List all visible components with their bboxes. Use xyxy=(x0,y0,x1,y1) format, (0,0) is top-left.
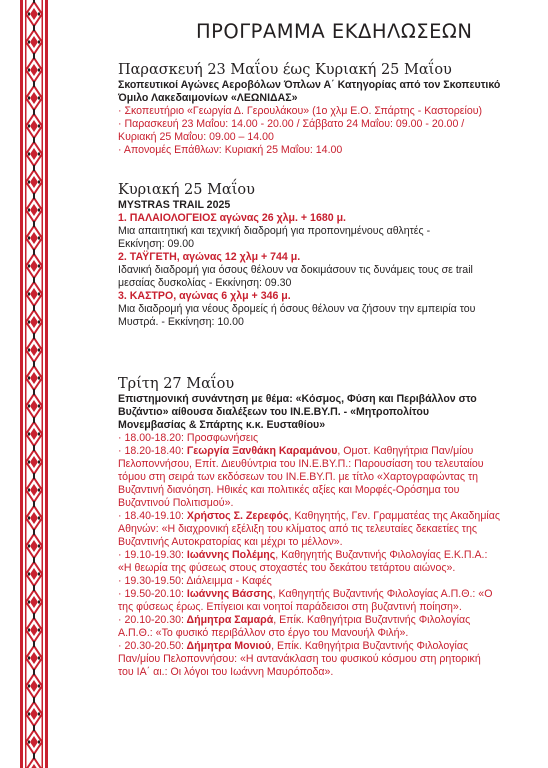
detail-line: · Σκοπευτήριο «Γεωργία Δ. Γερουλάκου» (1ο χλμ Ε.Ο. Σπάρτης - Καστορείου) xyxy=(118,105,483,117)
item-time: · 20.10-20.30: xyxy=(118,614,184,626)
item-text: , Καθηγητής, Γεν. Γραμματέας της Ακαδημίας xyxy=(288,510,501,522)
program-item xyxy=(118,432,538,445)
item-time: · 18.00-18.20: xyxy=(118,432,184,444)
item-text: «Η θεωρία της φύσεως στους στοχαστές του δεκάτου τετάρτου αιώνος». xyxy=(118,562,456,574)
item-text: , Επίκ. Καθηγήτρια Βυζαντινής Φιλολογίας xyxy=(273,614,471,626)
item-text: Πελοποννήσου, Επίτ. Διευθύντρια του ΙΝ.Ε.ΒΥ.Π.: Παρουσίαση του τελευταίου xyxy=(118,458,484,470)
item-text: Παν/μίου Πελοποννήσου: «Η αντανάκλαση του φυσικού κόσμου στη ρητορική xyxy=(118,653,481,665)
section-conference xyxy=(118,376,538,679)
item-text: , Καθηγητής Βυζαντινής Φιλολογίας Ε.Κ.Π.Α.: xyxy=(275,549,488,561)
program-item xyxy=(118,588,538,601)
speaker-name: Δήμητρα Μονιού xyxy=(183,640,272,652)
item-text: , Ομοτ. Καθηγήτρια Παν/μίου xyxy=(337,445,474,457)
section-shooting xyxy=(118,62,538,157)
section-trail xyxy=(118,182,538,329)
detail-line: · Παρασκευή 23 Μαΐου: 14.00 - 20.00 / Σάββατο 24 Μαΐου: 09.00 - 20.00 / xyxy=(118,118,465,130)
speaker-name: Γεωργία Ξανθάκη Καραμάνου xyxy=(183,445,338,457)
section-heading-line: Μονεμβασίας & Σπάρτης κ.κ. Ευσταθίου» xyxy=(118,419,326,431)
section-day: Κυριακή 25 Μαΐου xyxy=(118,182,255,198)
detail-line: · Απονομές Επάθλων: Κυριακή 25 Μαΐου: 14.00 xyxy=(118,144,343,156)
item-text: της φύσεως έρως. Επίγειοι και νοητοί παράδεισοι στη βυζαντινή ποίηση». xyxy=(118,601,462,613)
program-item xyxy=(118,510,538,523)
item-text: Αθηνών: «Η διαχρονική εξέλιξη του κλίματος από τις τελευταίες δεκαετίες της xyxy=(118,523,477,535)
item-time: · 20.30-20.50: xyxy=(118,640,184,652)
section-heading-line: Σκοπευτικοί Αγώνες Αεροβόλων Όπλων Α΄ Κατηγορίας από τον Σκοπευτικό xyxy=(118,79,501,91)
item-time: · 19.50-20.10: xyxy=(118,588,184,600)
item-text: , Επίκ. Καθηγήτρια Βυζαντινής Φιλολογίας xyxy=(271,640,469,652)
item-time: · 18.40-19.10: xyxy=(118,510,184,522)
program-item xyxy=(118,640,538,653)
detail-line: Κυριακή 25 Μαΐου: 09.00 – 14.00 xyxy=(118,131,274,143)
race-title: 2. ΤΑΫΓΕΤΗ, αγώνας 12 χλμ + 744 μ. xyxy=(118,251,301,263)
program-item xyxy=(118,575,538,588)
section-heading-line: Επιστημονική συνάντηση με θέμα: «Κόσμος, Φύση και Περιβάλλον στο xyxy=(118,393,477,405)
race-title: 1. ΠΑΛΑΙΟΛΟΓΕΙΟΣ αγώνας 26 χλμ. + 1680 μ. xyxy=(118,212,346,224)
program-item xyxy=(118,614,538,627)
item-text: , Καθηγητής Βυζαντινής Φιλολογίας Α.Π.Θ.: «Ο xyxy=(272,588,493,600)
section-heading-line: Όμιλο Λακεδαιμονίων «ΛΕΩΝΙΔΑΣ» xyxy=(118,92,298,104)
page-title: ΠΡΟΓΡΑΜΜΑ ΕΚΔΗΛΩΣΕΩΝ xyxy=(196,20,473,43)
item-text: Βυζαντινού Πολιτισμού». xyxy=(118,497,234,509)
item-time: · 19.10-19.30: xyxy=(118,549,184,561)
item-text: Διάλειμμα - Καφές xyxy=(183,575,272,587)
race-description: μεσαίας δυσκολίας - Εκκίνηση: 09.30 xyxy=(118,277,292,289)
race-description: Ιδανική διαδρομή για όσους θέλουν να δοκιμάσουν τις δυνάμεις τους σε trail xyxy=(118,264,473,276)
item-text: Α.Π.Θ.: «Το φυσικό περιβάλλον στο έργο του Μανουήλ Φιλή». xyxy=(118,627,409,639)
program-item xyxy=(118,549,538,562)
section-heading-line: Βυζάντιο» αίθουσα διαλέξεων του ΙΝ.Ε.ΒΥ.Π. - «Μητροπολίτου xyxy=(118,406,429,418)
section-heading-line: MYSTRAS TRAIL 2025 xyxy=(118,199,231,211)
item-time: · 19.30-19.50: xyxy=(118,575,184,587)
race-description: Μυστρά. - Εκκίνηση: 10.00 xyxy=(118,316,244,328)
item-time: · 18.20-18.40: xyxy=(118,445,184,457)
item-text: του ΙΑ΄ αι.: Οι λόγοι του Ιωάννη Μαυρόποδα». xyxy=(118,666,334,678)
section-day: Παρασκευή 23 Μαΐου έως Κυριακή 25 Μαΐου xyxy=(118,62,452,78)
speaker-name: Ιωάννης Βάσσης xyxy=(183,588,273,600)
race-description: Μια απαιτητική και τεχνική διαδρομή για προπονημένους αθλητές - xyxy=(118,225,431,237)
item-text: Προσφωνήσεις xyxy=(183,432,259,444)
program-item xyxy=(118,445,538,458)
item-text: Βυζαντινή διανόηση. Ηθικές και πολιτικές αξίες και Μορφές-Ορόσημα του xyxy=(118,484,460,496)
race-description: Μια διαδρομή για νέους δρομείς ή όσους θέλουν να ζήσουν την εμπειρία του xyxy=(118,303,476,315)
section-day: Τρίτη 27 Μαΐου xyxy=(118,376,235,392)
speaker-name: Χρήστος Σ. Ζερεφός xyxy=(183,510,289,522)
item-text: τόμου στη σειρά των εκδόσεων του ΙΝ.Ε.ΒΥ.Π. με τίτλο «Χαρτογραφώντας τη xyxy=(118,471,479,483)
race-description: Εκκίνηση: 09.00 xyxy=(118,238,195,250)
race-title: 3. ΚΑΣΤΡΟ, αγώνας 6 χλμ + 346 μ. xyxy=(118,290,291,302)
speaker-name: Δήμητρα Σαμαρά xyxy=(183,614,274,626)
speaker-name: Ιωάννης Πολέμης xyxy=(183,549,276,561)
decorative-border xyxy=(20,0,48,768)
item-text: Βυζαντινής Αυτοκρατορίας και μέχρι το μέλλον». xyxy=(118,536,343,548)
